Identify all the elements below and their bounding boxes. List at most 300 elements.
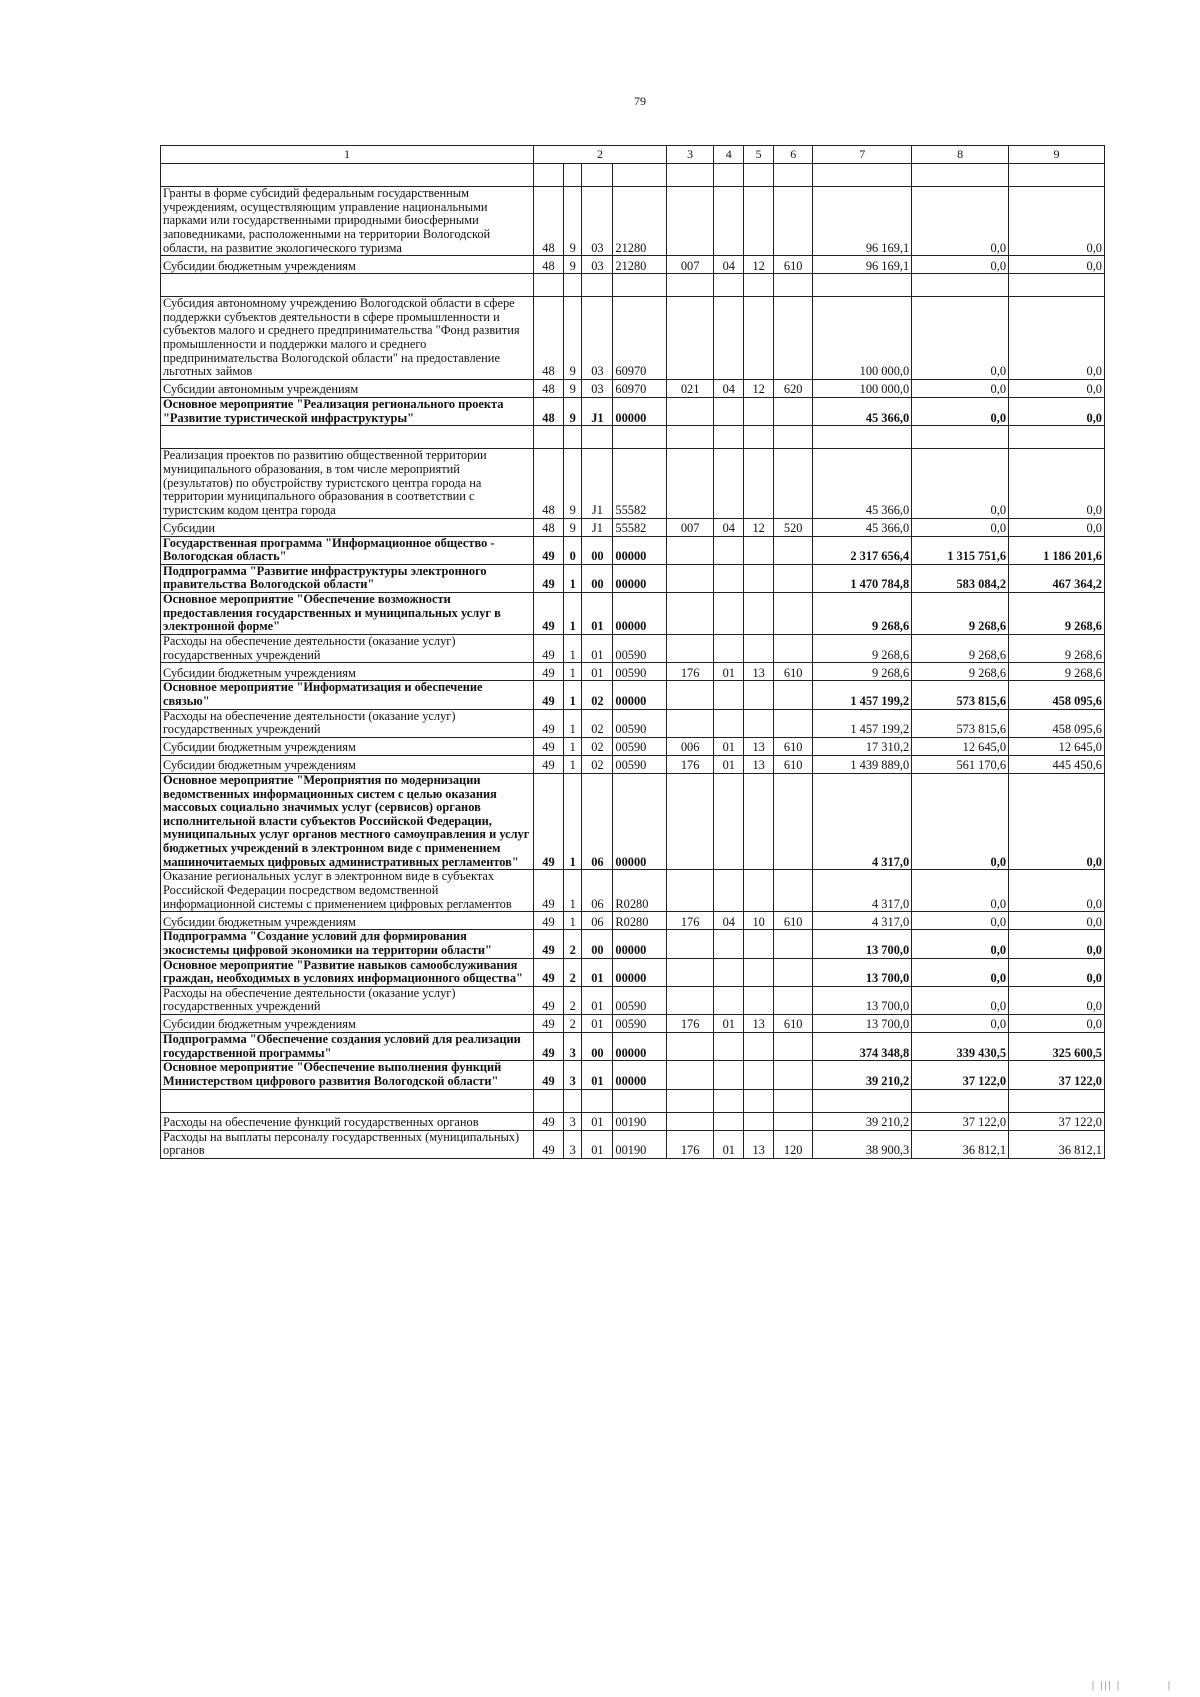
table-row (161, 1112, 1105, 1130)
row-c8-cell: 0,0 (912, 256, 1009, 274)
row-c9-cell: 37 122,0 (1009, 1112, 1105, 1130)
table-row (161, 773, 1105, 869)
row-k1-cell: 48 (534, 256, 564, 274)
spacer-cell (714, 1089, 744, 1112)
row-k4-cell: 00590 (613, 1015, 667, 1033)
row-k2-cell: 9 (563, 449, 582, 518)
row-c3-cell: 176 (666, 1130, 713, 1158)
row-k3-cell: 03 (582, 297, 613, 380)
row-c8-cell: 9 268,6 (912, 663, 1009, 681)
row-k3-cell: 02 (582, 737, 613, 755)
row-c5-cell (744, 564, 774, 592)
scan-mark: | (1168, 1680, 1171, 1691)
row-c6-cell (774, 870, 813, 912)
row-k1-cell: 49 (534, 593, 564, 635)
row-c9-cell: 12 645,0 (1009, 737, 1105, 755)
spacer-cell (774, 164, 813, 187)
spacer-row (161, 1089, 1105, 1112)
row-c3-cell (666, 564, 713, 592)
spacer-cell (714, 426, 744, 449)
spacer-cell (563, 274, 582, 297)
row-name-cell: Оказание региональных услуг в электронном виде в субъектах Российской Федерации посредством ведомственной информационной системы с применением цифровых регламентов (161, 870, 534, 912)
row-k3-cell: 02 (582, 755, 613, 773)
row-c4-cell (714, 930, 744, 958)
row-k1-cell: 48 (534, 518, 564, 536)
row-k2-cell: 1 (563, 737, 582, 755)
row-c5-cell: 12 (744, 518, 774, 536)
row-k2-cell: 1 (563, 709, 582, 737)
row-c5-cell: 13 (744, 1015, 774, 1033)
row-c4-cell (714, 958, 744, 986)
table-row (161, 297, 1105, 380)
row-c7-cell: 1 457 199,2 (813, 709, 912, 737)
spacer-cell (161, 1089, 534, 1112)
row-k4-cell: 00590 (613, 663, 667, 681)
row-name-cell: Основное мероприятие "Развитие навыков самообслуживания граждан, необходимых в условиях информационного общества" (161, 958, 534, 986)
row-c7-cell: 45 366,0 (813, 518, 912, 536)
row-c8-cell: 583 084,2 (912, 564, 1009, 592)
row-c7-cell: 13 700,0 (813, 930, 912, 958)
row-c8-cell: 561 170,6 (912, 755, 1009, 773)
row-c3-cell: 007 (666, 256, 713, 274)
row-k3-cell: 01 (582, 1112, 613, 1130)
row-k3-cell: 03 (582, 187, 613, 256)
row-name-cell: Гранты в форме субсидий федеральным государственным учреждениям, осуществляющим управление национальными парками или государственными природными биосферными заповедниками, расположенными на территории Вологодской области, на развитие экологического туризма (161, 187, 534, 256)
row-k2-cell: 1 (563, 681, 582, 709)
row-c7-cell: 39 210,2 (813, 1112, 912, 1130)
row-k1-cell: 49 (534, 870, 564, 912)
row-c4-cell (714, 709, 744, 737)
row-c7-cell: 100 000,0 (813, 297, 912, 380)
row-c5-cell: 13 (744, 1130, 774, 1158)
row-c4-cell: 04 (714, 518, 744, 536)
row-c5-cell: 12 (744, 380, 774, 398)
row-c6-cell: 610 (774, 737, 813, 755)
table-row (161, 1061, 1105, 1089)
row-c7-cell: 13 700,0 (813, 958, 912, 986)
row-c3-cell (666, 449, 713, 518)
row-c3-cell (666, 1033, 713, 1061)
row-name-cell: Субсидии бюджетным учреждениям (161, 737, 534, 755)
table-row (161, 518, 1105, 536)
header-col-3: 3 (666, 146, 713, 164)
row-k4-cell: R0280 (613, 870, 667, 912)
row-k3-cell: 00 (582, 930, 613, 958)
spacer-cell (563, 1089, 582, 1112)
row-c8-cell: 0,0 (912, 297, 1009, 380)
row-name-cell: Государственная программа "Информационное общество - Вологодская область" (161, 536, 534, 564)
row-k4-cell: 00190 (613, 1130, 667, 1158)
spacer-cell (666, 274, 713, 297)
row-k4-cell: 00000 (613, 958, 667, 986)
row-c4-cell (714, 1061, 744, 1089)
spacer-cell (666, 164, 713, 187)
row-c3-cell: 176 (666, 663, 713, 681)
row-c6-cell: 610 (774, 256, 813, 274)
row-k3-cell: 01 (582, 635, 613, 663)
spacer-cell (534, 426, 564, 449)
row-c4-cell: 04 (714, 256, 744, 274)
table-row (161, 398, 1105, 426)
row-c7-cell: 2 317 656,4 (813, 536, 912, 564)
row-c4-cell: 01 (714, 755, 744, 773)
row-c8-cell: 0,0 (912, 449, 1009, 518)
row-k3-cell: 06 (582, 773, 613, 869)
row-c9-cell: 0,0 (1009, 518, 1105, 536)
row-c4-cell (714, 870, 744, 912)
row-k2-cell: 2 (563, 958, 582, 986)
row-k2-cell: 1 (563, 870, 582, 912)
scan-marks: | ||| | (1092, 1680, 1122, 1691)
row-k4-cell: 00190 (613, 1112, 667, 1130)
table-row (161, 755, 1105, 773)
row-k3-cell: 01 (582, 986, 613, 1014)
spacer-cell (161, 274, 534, 297)
row-c9-cell: 0,0 (1009, 986, 1105, 1014)
table-row (161, 930, 1105, 958)
row-k2-cell: 3 (563, 1130, 582, 1158)
spacer-cell (774, 274, 813, 297)
row-k1-cell: 49 (534, 930, 564, 958)
row-c5-cell (744, 449, 774, 518)
row-k1-cell: 49 (534, 773, 564, 869)
row-k1-cell: 49 (534, 709, 564, 737)
row-c6-cell: 620 (774, 380, 813, 398)
row-c3-cell (666, 297, 713, 380)
row-c6-cell (774, 773, 813, 869)
row-k3-cell: 01 (582, 1130, 613, 1158)
row-k4-cell: 21280 (613, 187, 667, 256)
spacer-row (161, 426, 1105, 449)
row-c3-cell (666, 398, 713, 426)
row-c4-cell (714, 187, 744, 256)
row-name-cell: Основное мероприятие "Реализация регионального проекта "Развитие туристической инфраструктуры" (161, 398, 534, 426)
spacer-cell (912, 274, 1009, 297)
spacer-cell (1009, 1089, 1105, 1112)
header-col-2: 2 (534, 146, 667, 164)
row-c8-cell: 37 122,0 (912, 1112, 1009, 1130)
row-c4-cell: 01 (714, 737, 744, 755)
spacer-cell (534, 274, 564, 297)
row-c4-cell (714, 398, 744, 426)
row-c5-cell: 13 (744, 737, 774, 755)
row-k3-cell: 01 (582, 958, 613, 986)
page-number: 79 (634, 94, 646, 108)
row-name-cell: Расходы на обеспечение функций государственных органов (161, 1112, 534, 1130)
row-c6-cell: 520 (774, 518, 813, 536)
row-k2-cell: 1 (563, 912, 582, 930)
row-c4-cell (714, 635, 744, 663)
row-k1-cell: 49 (534, 536, 564, 564)
row-c8-cell: 0,0 (912, 398, 1009, 426)
row-name-cell: Основное мероприятие "Информатизация и обеспечение связью" (161, 681, 534, 709)
spacer-cell (613, 1089, 667, 1112)
row-c7-cell: 1 457 199,2 (813, 681, 912, 709)
row-k4-cell: 21280 (613, 256, 667, 274)
spacer-cell (744, 1089, 774, 1112)
row-k1-cell: 48 (534, 187, 564, 256)
table-row (161, 958, 1105, 986)
row-c5-cell (744, 1112, 774, 1130)
row-c9-cell: 9 268,6 (1009, 593, 1105, 635)
row-name-cell: Субсидии бюджетным учреждениям (161, 912, 534, 930)
row-c4-cell (714, 564, 744, 592)
row-c5-cell: 10 (744, 912, 774, 930)
row-c8-cell: 0,0 (912, 187, 1009, 256)
row-k1-cell: 49 (534, 564, 564, 592)
row-c8-cell: 0,0 (912, 380, 1009, 398)
row-c8-cell: 0,0 (912, 870, 1009, 912)
header-col-6: 6 (774, 146, 813, 164)
row-k2-cell: 3 (563, 1112, 582, 1130)
row-k2-cell: 3 (563, 1061, 582, 1089)
spacer-cell (912, 426, 1009, 449)
row-k2-cell: 9 (563, 518, 582, 536)
row-c3-cell (666, 635, 713, 663)
table-row (161, 187, 1105, 256)
spacer-cell (613, 164, 667, 187)
row-c6-cell (774, 709, 813, 737)
row-k1-cell: 49 (534, 1015, 564, 1033)
row-c7-cell: 17 310,2 (813, 737, 912, 755)
row-k4-cell: 00000 (613, 536, 667, 564)
row-c9-cell: 0,0 (1009, 187, 1105, 256)
row-k4-cell: 00000 (613, 398, 667, 426)
row-k2-cell: 1 (563, 593, 582, 635)
table-row (161, 536, 1105, 564)
row-c5-cell (744, 986, 774, 1014)
spacer-cell (774, 426, 813, 449)
row-k4-cell: 60970 (613, 297, 667, 380)
row-k1-cell: 48 (534, 398, 564, 426)
spacer-cell (714, 164, 744, 187)
row-c5-cell (744, 635, 774, 663)
row-k1-cell: 49 (534, 635, 564, 663)
row-c3-cell (666, 681, 713, 709)
row-c3-cell (666, 1112, 713, 1130)
row-name-cell: Основное мероприятие "Обеспечение возможности предоставления государственных и муниципальных услуг в электронной форме" (161, 593, 534, 635)
row-c7-cell: 13 700,0 (813, 986, 912, 1014)
row-c9-cell: 37 122,0 (1009, 1061, 1105, 1089)
row-k4-cell: 55582 (613, 449, 667, 518)
row-c6-cell: 610 (774, 1015, 813, 1033)
spacer-cell (774, 1089, 813, 1112)
row-c8-cell: 0,0 (912, 958, 1009, 986)
row-k4-cell: 00000 (613, 930, 667, 958)
row-k2-cell: 1 (563, 564, 582, 592)
row-c7-cell: 9 268,6 (813, 635, 912, 663)
row-c8-cell: 9 268,6 (912, 635, 1009, 663)
row-k1-cell: 48 (534, 297, 564, 380)
row-c8-cell: 1 315 751,6 (912, 536, 1009, 564)
table-body (161, 164, 1105, 1159)
row-k2-cell: 1 (563, 755, 582, 773)
table-row (161, 1130, 1105, 1158)
row-k4-cell: 55582 (613, 518, 667, 536)
spacer-cell (912, 1089, 1009, 1112)
row-c7-cell: 96 169,1 (813, 256, 912, 274)
spacer-cell (161, 426, 534, 449)
row-k3-cell: 00 (582, 564, 613, 592)
row-c9-cell: 325 600,5 (1009, 1033, 1105, 1061)
spacer-cell (582, 164, 613, 187)
row-c5-cell (744, 593, 774, 635)
row-k4-cell: 00000 (613, 593, 667, 635)
row-c5-cell: 13 (744, 663, 774, 681)
row-c6-cell (774, 1061, 813, 1089)
row-c3-cell: 006 (666, 737, 713, 755)
row-k3-cell: 02 (582, 709, 613, 737)
row-k3-cell: J1 (582, 398, 613, 426)
row-k2-cell: 1 (563, 773, 582, 869)
row-k2-cell: 3 (563, 1033, 582, 1061)
spacer-cell (563, 426, 582, 449)
row-c9-cell: 0,0 (1009, 256, 1105, 274)
row-c8-cell: 0,0 (912, 773, 1009, 869)
row-k3-cell: 01 (582, 1061, 613, 1089)
row-c5-cell (744, 536, 774, 564)
row-k1-cell: 48 (534, 449, 564, 518)
row-c5-cell (744, 297, 774, 380)
row-k3-cell: 03 (582, 256, 613, 274)
row-k1-cell: 49 (534, 663, 564, 681)
row-k4-cell: 00590 (613, 709, 667, 737)
spacer-row (161, 274, 1105, 297)
row-c5-cell (744, 773, 774, 869)
spacer-cell (714, 274, 744, 297)
row-c5-cell: 12 (744, 256, 774, 274)
row-c9-cell: 9 268,6 (1009, 635, 1105, 663)
row-name-cell: Расходы на выплаты персоналу государственных (муниципальных) органов (161, 1130, 534, 1158)
row-c7-cell: 13 700,0 (813, 1015, 912, 1033)
table-row (161, 1033, 1105, 1061)
spacer-cell (1009, 274, 1105, 297)
row-c7-cell: 38 900,3 (813, 1130, 912, 1158)
row-k1-cell: 49 (534, 912, 564, 930)
header-col-9: 9 (1009, 146, 1105, 164)
row-name-cell: Расходы на обеспечение деятельности (оказание услуг) государственных учреждений (161, 709, 534, 737)
row-c9-cell: 0,0 (1009, 297, 1105, 380)
header-col-7: 7 (813, 146, 912, 164)
row-c4-cell (714, 986, 744, 1014)
row-c8-cell: 573 815,6 (912, 681, 1009, 709)
row-c9-cell: 0,0 (1009, 870, 1105, 912)
header-col-8: 8 (912, 146, 1009, 164)
row-c9-cell: 0,0 (1009, 958, 1105, 986)
table-row (161, 564, 1105, 592)
row-c9-cell: 0,0 (1009, 449, 1105, 518)
row-k2-cell: 1 (563, 663, 582, 681)
row-c8-cell: 0,0 (912, 986, 1009, 1014)
row-k4-cell: 60970 (613, 380, 667, 398)
row-c7-cell: 96 169,1 (813, 187, 912, 256)
row-k4-cell: 00590 (613, 737, 667, 755)
row-c4-cell (714, 297, 744, 380)
spacer-cell (744, 426, 774, 449)
row-k2-cell: 2 (563, 986, 582, 1014)
row-c9-cell: 0,0 (1009, 773, 1105, 869)
row-k2-cell: 9 (563, 380, 582, 398)
row-k3-cell: J1 (582, 449, 613, 518)
row-c7-cell: 9 268,6 (813, 593, 912, 635)
row-name-cell: Расходы на обеспечение деятельности (оказание услуг) государственных учреждений (161, 986, 534, 1014)
spacer-cell (582, 1089, 613, 1112)
row-k1-cell: 49 (534, 681, 564, 709)
row-name-cell: Субсидии бюджетным учреждениям (161, 755, 534, 773)
spacer-cell (582, 274, 613, 297)
row-name-cell: Субсидии бюджетным учреждениям (161, 256, 534, 274)
row-c8-cell: 37 122,0 (912, 1061, 1009, 1089)
row-c4-cell (714, 593, 744, 635)
spacer-cell (744, 164, 774, 187)
row-k3-cell: 00 (582, 536, 613, 564)
row-k2-cell: 9 (563, 398, 582, 426)
row-k3-cell: 00 (582, 1033, 613, 1061)
table-header (161, 146, 1105, 164)
table-row (161, 912, 1105, 930)
row-k2-cell: 2 (563, 1015, 582, 1033)
row-c4-cell (714, 1112, 744, 1130)
row-k2-cell: 0 (563, 536, 582, 564)
table-row (161, 986, 1105, 1014)
row-c5-cell (744, 930, 774, 958)
row-name-cell: Субсидии (161, 518, 534, 536)
row-k3-cell: 03 (582, 380, 613, 398)
row-c3-cell (666, 593, 713, 635)
row-c8-cell: 339 430,5 (912, 1033, 1009, 1061)
row-c7-cell: 1 439 889,0 (813, 755, 912, 773)
table-row (161, 380, 1105, 398)
spacer-cell (534, 1089, 564, 1112)
row-c4-cell: 01 (714, 663, 744, 681)
row-name-cell: Подпрограмма "Обеспечение создания условий для реализации государственной программы" (161, 1033, 534, 1061)
spacer-cell (813, 164, 912, 187)
table-row (161, 681, 1105, 709)
row-c9-cell: 36 812,1 (1009, 1130, 1105, 1158)
row-c5-cell (744, 398, 774, 426)
row-c6-cell (774, 398, 813, 426)
row-c6-cell: 120 (774, 1130, 813, 1158)
row-c3-cell (666, 930, 713, 958)
spacer-cell (1009, 164, 1105, 187)
row-k4-cell: 00000 (613, 773, 667, 869)
row-k3-cell: 01 (582, 593, 613, 635)
row-c6-cell (774, 564, 813, 592)
row-c9-cell: 0,0 (1009, 1015, 1105, 1033)
row-c6-cell: 610 (774, 755, 813, 773)
row-c3-cell: 176 (666, 1015, 713, 1033)
row-c9-cell: 0,0 (1009, 398, 1105, 426)
row-c9-cell: 445 450,6 (1009, 755, 1105, 773)
row-c5-cell (744, 681, 774, 709)
row-c5-cell: 13 (744, 755, 774, 773)
row-c8-cell: 36 812,1 (912, 1130, 1009, 1158)
row-c9-cell: 458 095,6 (1009, 709, 1105, 737)
row-c6-cell (774, 1112, 813, 1130)
row-c5-cell (744, 870, 774, 912)
row-k1-cell: 49 (534, 755, 564, 773)
row-k2-cell: 9 (563, 187, 582, 256)
row-k1-cell: 49 (534, 1112, 564, 1130)
row-c6-cell: 610 (774, 663, 813, 681)
row-name-cell: Субсидии бюджетным учреждениям (161, 663, 534, 681)
row-c8-cell: 0,0 (912, 912, 1009, 930)
spacer-cell (666, 426, 713, 449)
row-c8-cell: 12 645,0 (912, 737, 1009, 755)
row-c7-cell: 4 317,0 (813, 773, 912, 869)
row-k4-cell: 00000 (613, 1061, 667, 1089)
row-k1-cell: 49 (534, 1033, 564, 1061)
